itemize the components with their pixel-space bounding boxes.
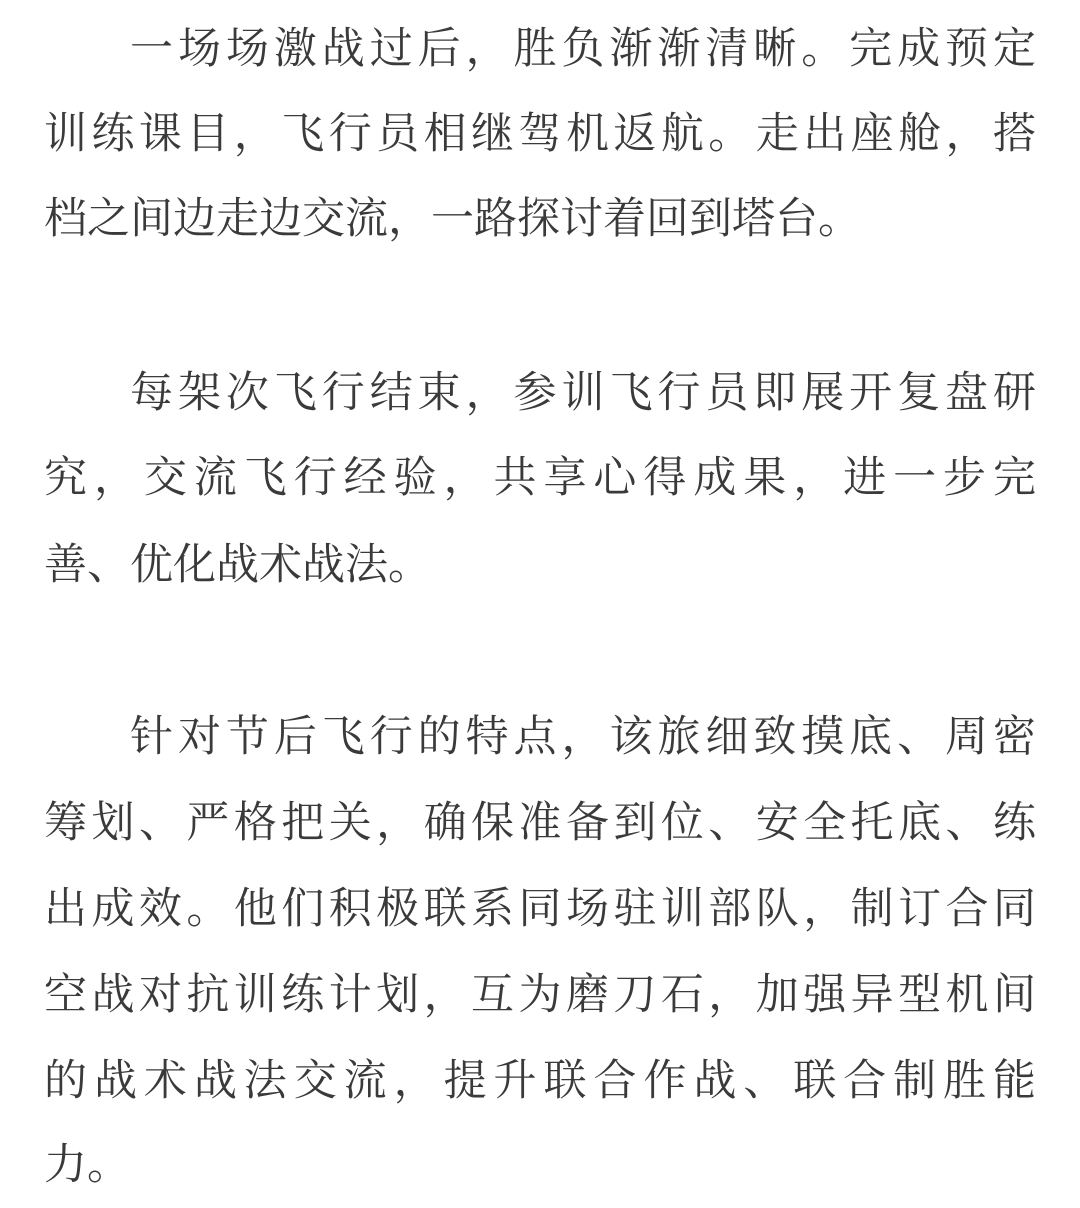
paragraph-1-line-3: 档之间边走边交流，一路探讨着回到塔台。 (44, 194, 861, 244)
paragraph-3-line-4: 空战对抗训练计划，互为磨刀石，加强异型机间 (44, 970, 1036, 1020)
paragraph-3-line-6: 力。 (44, 1140, 130, 1190)
paragraph-2-line-3: 善、优化战术战法。 (44, 540, 431, 590)
paragraph-3-line-2: 筹划、严格把关，确保准备到位、安全托底、练 (44, 798, 1036, 848)
paragraph-3-line-3: 出成效。他们积极联系同场驻训部队，制订合同 (44, 884, 1036, 934)
paragraph-1-line-2: 训练课目，飞行员相继驾机返航。走出座舱，搭 (44, 109, 1036, 159)
paragraph-3-line-5: 的战术战法交流，提升联合作战、联合制胜能 (44, 1056, 1036, 1106)
paragraph-1-line-1: 一场场激战过后，胜负渐渐清晰。完成预定 (130, 24, 1036, 74)
paragraph-2-line-2: 究，交流飞行经验，共享心得成果，进一步完 (44, 453, 1036, 503)
paragraph-2-line-1: 每架次飞行结束，参训飞行员即展开复盘研 (130, 368, 1036, 418)
paragraph-3-line-1: 针对节后飞行的特点，该旅细致摸底、周密 (130, 712, 1036, 762)
